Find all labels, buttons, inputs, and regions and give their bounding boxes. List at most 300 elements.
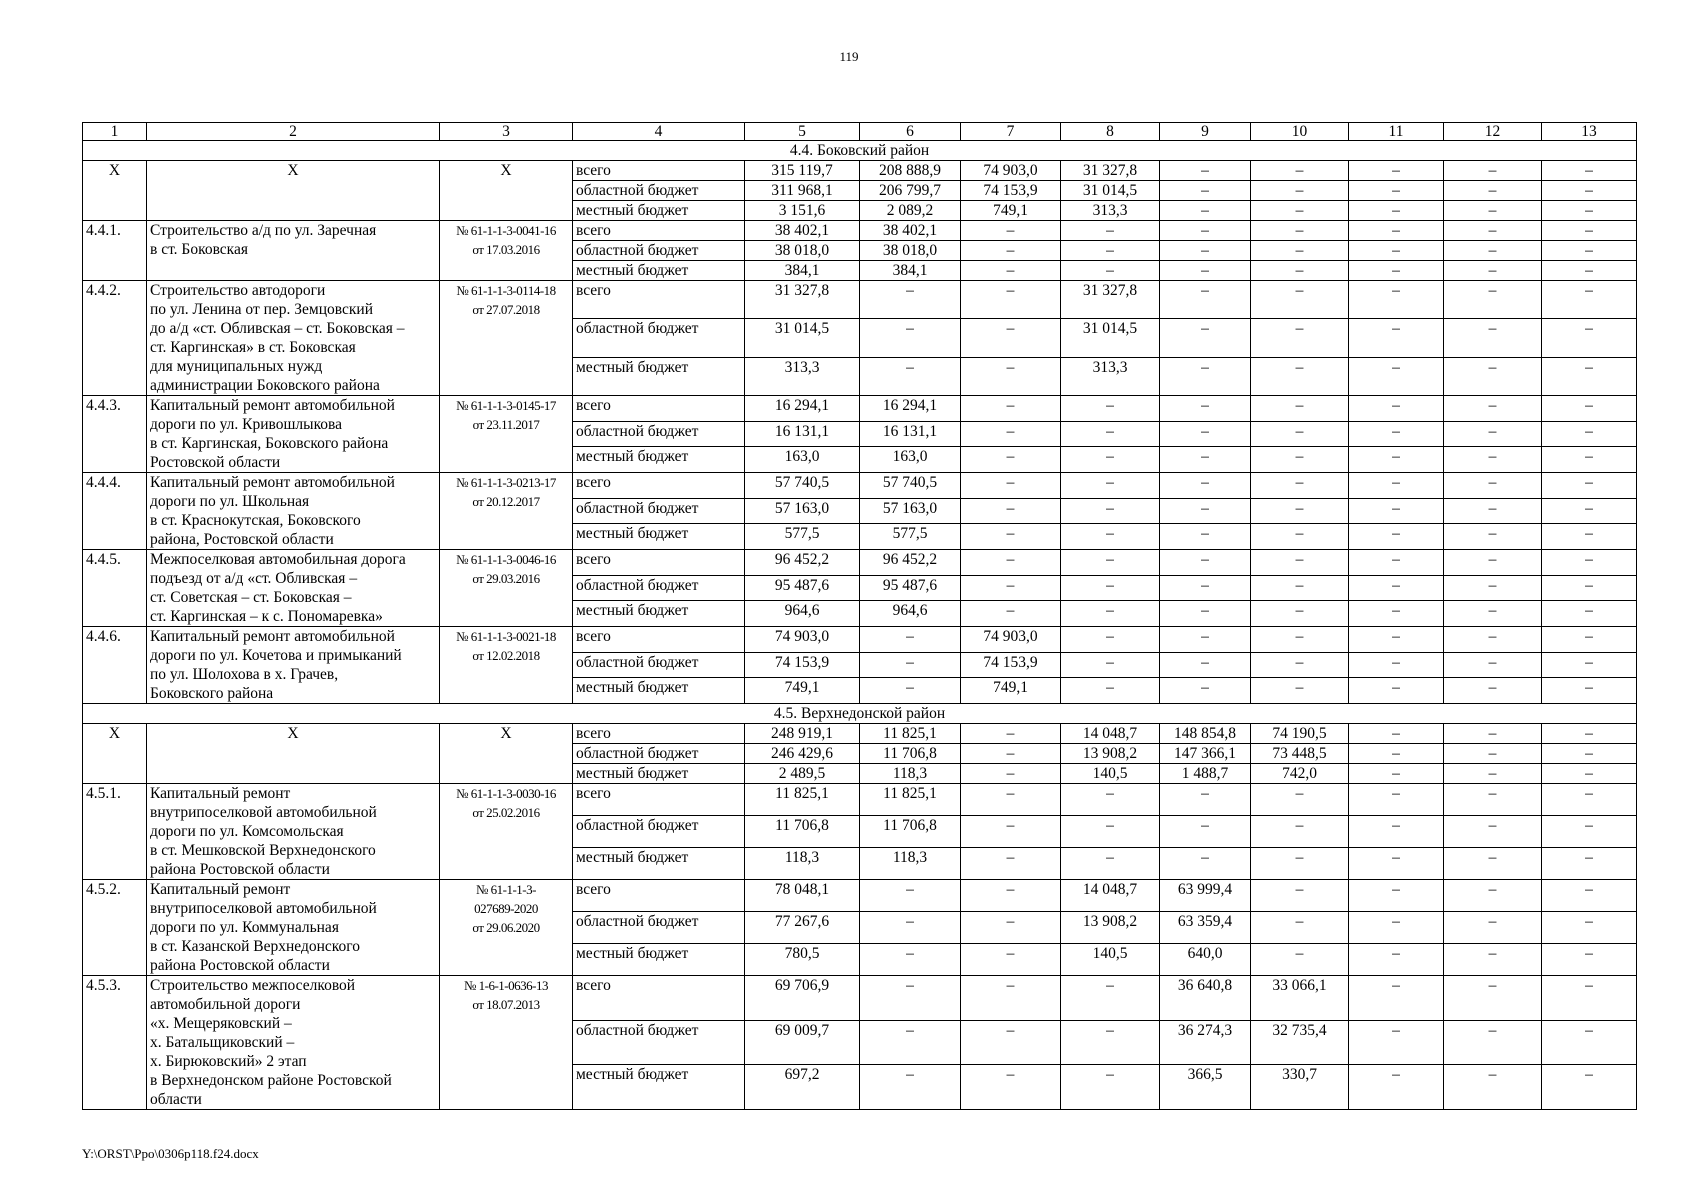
funding-source: местный бюджет: [573, 357, 745, 395]
amount-cell: 31 014,5: [1061, 319, 1160, 357]
amount-cell: 38 018,0: [745, 241, 860, 261]
amount-cell: –: [1160, 396, 1251, 422]
amount-cell: –: [1542, 550, 1637, 576]
amount-cell: 749,1: [961, 678, 1061, 704]
column-number: 11: [1349, 123, 1444, 141]
table-row: [83, 550, 1637, 576]
amount-cell: –: [1061, 524, 1160, 550]
object-name: [147, 627, 440, 704]
amount-cell: –: [1160, 678, 1251, 704]
amount-cell: 74 153,9: [961, 181, 1061, 201]
amount-cell: –: [1444, 281, 1542, 319]
cell-line: внутрипоселковой автомобильной: [150, 804, 377, 821]
amount-cell: –: [961, 550, 1061, 576]
cell-line: от 18.07.2013: [472, 997, 540, 1012]
cell-line: района, Ростовской области: [150, 531, 334, 548]
amount-cell: –: [1061, 575, 1160, 601]
table-row: [83, 627, 1637, 653]
amount-cell: –: [1349, 281, 1444, 319]
amount-cell: –: [961, 281, 1061, 319]
amount-cell: –: [1061, 473, 1160, 499]
cell-line: подъезд от а/д «ст. Обливская –: [150, 570, 358, 587]
contract-number: [440, 880, 573, 976]
cell-line: администрации Боковского района: [150, 377, 380, 394]
cell-line: от 23.11.2017: [472, 417, 540, 432]
amount-cell: –: [1349, 498, 1444, 524]
column-number: 12: [1444, 123, 1542, 141]
amount-cell: –: [1160, 421, 1251, 447]
amount-cell: –: [1061, 784, 1160, 816]
amount-cell: –: [1160, 601, 1251, 627]
amount-cell: –: [961, 1020, 1061, 1065]
object-name: [147, 473, 440, 550]
cell-line: района Ростовской области: [150, 957, 330, 974]
cell-line: в Верхнедонском районе Ростовской: [150, 1072, 392, 1089]
funding-source: всего: [573, 161, 745, 181]
amount-cell: –: [1542, 396, 1637, 422]
amount-cell: 78 048,1: [745, 880, 860, 912]
item-number: 4.5.2.: [83, 880, 147, 976]
column-number: 2: [147, 123, 440, 141]
cell-line: Боковского района: [150, 685, 274, 702]
amount-cell: –: [1251, 944, 1349, 976]
amount-cell: –: [1251, 319, 1349, 357]
funding-source: областной бюджет: [573, 575, 745, 601]
amount-cell: 38 402,1: [860, 221, 961, 241]
contract-number: [440, 221, 573, 281]
amount-cell: –: [1251, 912, 1349, 944]
amount-cell: –: [1061, 498, 1160, 524]
amount-cell: –: [1444, 524, 1542, 550]
amount-cell: –: [1542, 241, 1637, 261]
contract-number: [440, 976, 573, 1110]
amount-cell: 38 402,1: [745, 221, 860, 241]
amount-cell: –: [1444, 1065, 1542, 1110]
amount-cell: –: [1061, 976, 1160, 1021]
amount-cell: –: [1444, 601, 1542, 627]
funding-source: местный бюджет: [573, 261, 745, 281]
cell-line: дороги по ул. Школьная: [150, 493, 310, 510]
contract-number: [440, 161, 573, 221]
amount-cell: 16 294,1: [860, 396, 961, 422]
amount-cell: 69 706,9: [745, 976, 860, 1021]
amount-cell: –: [1349, 678, 1444, 704]
object-name: [147, 880, 440, 976]
amount-cell: –: [1160, 550, 1251, 576]
amount-cell: –: [1251, 396, 1349, 422]
amount-cell: –: [1349, 976, 1444, 1021]
amount-cell: –: [1542, 473, 1637, 499]
funding-source: местный бюджет: [573, 1065, 745, 1110]
amount-cell: –: [1444, 261, 1542, 281]
table-row: [83, 724, 1637, 744]
amount-cell: 11 706,8: [860, 744, 961, 764]
amount-cell: 315 119,7: [745, 161, 860, 181]
funding-source: областной бюджет: [573, 744, 745, 764]
amount-cell: 74 903,0: [745, 627, 860, 653]
amount-cell: 140,5: [1061, 944, 1160, 976]
cell-line: № 61-1-1-3-0114-18: [456, 283, 556, 298]
object-name: [147, 976, 440, 1110]
amount-cell: –: [1444, 181, 1542, 201]
cell-line: дороги по ул. Коммунальная: [150, 919, 339, 936]
funding-source: всего: [573, 976, 745, 1021]
amount-cell: –: [1160, 221, 1251, 241]
funding-source: местный бюджет: [573, 848, 745, 880]
column-number: 9: [1160, 123, 1251, 141]
contract-number: [440, 627, 573, 704]
amount-cell: –: [1542, 627, 1637, 653]
amount-cell: –: [860, 1020, 961, 1065]
amount-cell: –: [1542, 261, 1637, 281]
amount-cell: –: [961, 396, 1061, 422]
amount-cell: 96 452,2: [745, 550, 860, 576]
amount-cell: –: [1251, 447, 1349, 473]
item-number: 4.4.3.: [83, 396, 147, 473]
amount-cell: –: [1349, 473, 1444, 499]
amount-cell: –: [1251, 575, 1349, 601]
object-name: [147, 784, 440, 880]
amount-cell: –: [1160, 181, 1251, 201]
cell-line: № 61-1-1-3-0213-17: [456, 475, 556, 490]
amount-cell: 313,3: [1061, 357, 1160, 395]
amount-cell: 577,5: [745, 524, 860, 550]
amount-cell: 118,3: [745, 848, 860, 880]
funding-source: местный бюджет: [573, 601, 745, 627]
amount-cell: 33 066,1: [1251, 976, 1349, 1021]
amount-cell: –: [1542, 912, 1637, 944]
amount-cell: 31 014,5: [1061, 181, 1160, 201]
amount-cell: –: [1349, 784, 1444, 816]
amount-cell: –: [1251, 498, 1349, 524]
object-name: [147, 550, 440, 627]
amount-cell: –: [1061, 678, 1160, 704]
amount-cell: –: [1160, 241, 1251, 261]
amount-cell: 31 014,5: [745, 319, 860, 357]
amount-cell: –: [1349, 944, 1444, 976]
amount-cell: –: [961, 524, 1061, 550]
cell-line: от 20.12.2017: [472, 494, 540, 509]
amount-cell: –: [1349, 764, 1444, 784]
amount-cell: –: [1160, 281, 1251, 319]
amount-cell: –: [1542, 744, 1637, 764]
funding-source: областной бюджет: [573, 181, 745, 201]
amount-cell: –: [1542, 764, 1637, 784]
amount-cell: –: [1061, 627, 1160, 653]
amount-cell: –: [1061, 652, 1160, 678]
amount-cell: –: [1251, 201, 1349, 221]
amount-cell: –: [1444, 784, 1542, 816]
amount-cell: –: [1061, 261, 1160, 281]
amount-cell: –: [961, 261, 1061, 281]
amount-cell: –: [1251, 357, 1349, 395]
amount-cell: –: [1061, 848, 1160, 880]
cell-line: от 27.07.2018: [472, 302, 540, 317]
amount-cell: 16 131,1: [860, 421, 961, 447]
amount-cell: –: [1349, 1065, 1444, 1110]
amount-cell: –: [1542, 724, 1637, 744]
cell-line: в ст. Краснокутская, Боковского: [150, 512, 361, 529]
cell-line: № 61-1-1-3-: [476, 882, 536, 897]
amount-cell: 74 903,0: [961, 627, 1061, 653]
amount-cell: 964,6: [860, 601, 961, 627]
amount-cell: –: [1444, 550, 1542, 576]
amount-cell: 63 359,4: [1160, 912, 1251, 944]
amount-cell: 163,0: [745, 447, 860, 473]
amount-cell: –: [1349, 848, 1444, 880]
amount-cell: –: [1444, 201, 1542, 221]
amount-cell: –: [1349, 912, 1444, 944]
amount-cell: 95 487,6: [745, 575, 860, 601]
cell-line: № 61-1-1-3-0145-17: [456, 398, 556, 413]
amount-cell: –: [1542, 319, 1637, 357]
amount-cell: 366,5: [1160, 1065, 1251, 1110]
amount-cell: –: [961, 912, 1061, 944]
amount-cell: 31 327,8: [1061, 281, 1160, 319]
cell-line: автомобильной дороги: [150, 996, 301, 1013]
table-row: [83, 221, 1637, 241]
funding-source: всего: [573, 880, 745, 912]
amount-cell: –: [1444, 976, 1542, 1021]
amount-cell: –: [1160, 261, 1251, 281]
amount-cell: –: [961, 816, 1061, 848]
funding-source: местный бюджет: [573, 764, 745, 784]
amount-cell: –: [1160, 848, 1251, 880]
amount-cell: –: [1542, 976, 1637, 1021]
funding-source: всего: [573, 724, 745, 744]
cell-line: Х: [500, 162, 512, 179]
amount-cell: –: [1160, 447, 1251, 473]
amount-cell: –: [1444, 1020, 1542, 1065]
column-number: 10: [1251, 123, 1349, 141]
amount-cell: –: [860, 357, 961, 395]
amount-cell: –: [1542, 181, 1637, 201]
cell-line: «х. Мещеряковский –: [150, 1015, 292, 1032]
item-number: 4.4.5.: [83, 550, 147, 627]
cell-line: Капитальный ремонт автомобильной: [150, 474, 395, 491]
amount-cell: –: [1160, 357, 1251, 395]
amount-cell: –: [1542, 652, 1637, 678]
amount-cell: –: [860, 912, 961, 944]
amount-cell: –: [1251, 524, 1349, 550]
amount-cell: –: [1251, 678, 1349, 704]
amount-cell: –: [1542, 221, 1637, 241]
cell-line: № 1-6-1-0636-13: [464, 978, 548, 993]
amount-cell: –: [1542, 357, 1637, 395]
amount-cell: 330,7: [1251, 1065, 1349, 1110]
amount-cell: 31 327,8: [745, 281, 860, 319]
amount-cell: –: [1061, 1065, 1160, 1110]
item-number: 4.4.6.: [83, 627, 147, 704]
amount-cell: 63 999,4: [1160, 880, 1251, 912]
column-number-row: [83, 123, 1637, 141]
amount-cell: –: [860, 678, 961, 704]
amount-cell: 246 429,6: [745, 744, 860, 764]
amount-cell: –: [1542, 678, 1637, 704]
funding-source: областной бюджет: [573, 421, 745, 447]
amount-cell: 38 018,0: [860, 241, 961, 261]
amount-cell: –: [1160, 652, 1251, 678]
amount-cell: –: [1542, 816, 1637, 848]
cell-line: Межпоселковая автомобильная дорога: [150, 551, 406, 568]
amount-cell: –: [961, 1065, 1061, 1110]
amount-cell: –: [961, 601, 1061, 627]
amount-cell: –: [1542, 281, 1637, 319]
amount-cell: 57 740,5: [860, 473, 961, 499]
amount-cell: –: [1160, 784, 1251, 816]
amount-cell: 57 740,5: [745, 473, 860, 499]
contract-number: [440, 550, 573, 627]
object-name: [147, 221, 440, 281]
table-row: [83, 976, 1637, 1021]
amount-cell: –: [1251, 221, 1349, 241]
section-header-row: [83, 704, 1637, 724]
amount-cell: –: [1251, 281, 1349, 319]
amount-cell: –: [1444, 880, 1542, 912]
funding-source: областной бюджет: [573, 912, 745, 944]
cell-line: Капитальный ремонт: [150, 881, 291, 898]
amount-cell: –: [1160, 575, 1251, 601]
amount-cell: 95 487,6: [860, 575, 961, 601]
amount-cell: –: [1251, 550, 1349, 576]
amount-cell: –: [1349, 524, 1444, 550]
amount-cell: –: [1444, 944, 1542, 976]
item-number: 4.5.3.: [83, 976, 147, 1110]
amount-cell: 384,1: [860, 261, 961, 281]
cell-line: Строительство межпоселковой: [150, 977, 356, 994]
amount-cell: –: [1349, 550, 1444, 576]
amount-cell: –: [1444, 221, 1542, 241]
amount-cell: –: [1160, 473, 1251, 499]
cell-line: дороги по ул. Кочетова и примыканий: [150, 647, 402, 664]
amount-cell: 780,5: [745, 944, 860, 976]
amount-cell: –: [1349, 201, 1444, 221]
cell-line: № 61-1-1-3-0030-16: [456, 786, 556, 801]
amount-cell: –: [1444, 848, 1542, 880]
amount-cell: –: [860, 319, 961, 357]
amount-cell: –: [961, 221, 1061, 241]
item-number: 4.4.4.: [83, 473, 147, 550]
amount-cell: –: [1444, 764, 1542, 784]
amount-cell: –: [1349, 421, 1444, 447]
funding-source: местный бюджет: [573, 944, 745, 976]
amount-cell: 313,3: [1061, 201, 1160, 221]
amount-cell: –: [1160, 201, 1251, 221]
amount-cell: 749,1: [745, 678, 860, 704]
amount-cell: –: [1160, 319, 1251, 357]
amount-cell: –: [1349, 880, 1444, 912]
table-body: [83, 123, 1637, 1110]
amount-cell: –: [1061, 447, 1160, 473]
amount-cell: 77 267,6: [745, 912, 860, 944]
table-row: [83, 784, 1637, 816]
amount-cell: –: [1061, 241, 1160, 261]
amount-cell: –: [1444, 744, 1542, 764]
cell-line: Капитальный ремонт: [150, 785, 291, 802]
cell-line: области: [150, 1091, 202, 1108]
contract-number: [440, 784, 573, 880]
table-row: [83, 281, 1637, 319]
column-number: 13: [1542, 123, 1637, 141]
amount-cell: –: [1061, 421, 1160, 447]
column-number: 3: [440, 123, 573, 141]
amount-cell: –: [1251, 784, 1349, 816]
amount-cell: –: [961, 744, 1061, 764]
amount-cell: –: [1251, 473, 1349, 499]
object-name: [147, 396, 440, 473]
item-number: 4.4.2.: [83, 281, 147, 396]
funding-source: областной бюджет: [573, 816, 745, 848]
amount-cell: 311 968,1: [745, 181, 860, 201]
object-name: [147, 161, 440, 221]
amount-cell: 697,2: [745, 1065, 860, 1110]
amount-cell: –: [1160, 498, 1251, 524]
amount-cell: 57 163,0: [860, 498, 961, 524]
amount-cell: –: [1251, 816, 1349, 848]
amount-cell: –: [1349, 241, 1444, 261]
funding-source: областной бюджет: [573, 652, 745, 678]
amount-cell: –: [1251, 601, 1349, 627]
amount-cell: –: [1251, 848, 1349, 880]
amount-cell: 163,0: [860, 447, 961, 473]
cell-line: от 29.06.2020: [472, 920, 540, 935]
cell-line: ст. Советская – ст. Боковская –: [150, 589, 352, 606]
amount-cell: –: [1349, 816, 1444, 848]
funding-source: всего: [573, 627, 745, 653]
table-row: [83, 161, 1637, 181]
amount-cell: –: [1349, 319, 1444, 357]
amount-cell: 248 919,1: [745, 724, 860, 744]
amount-cell: –: [1444, 652, 1542, 678]
amount-cell: 208 888,9: [860, 161, 961, 181]
amount-cell: –: [1444, 161, 1542, 181]
amount-cell: –: [1444, 816, 1542, 848]
amount-cell: 118,3: [860, 848, 961, 880]
amount-cell: –: [1349, 627, 1444, 653]
amount-cell: –: [860, 880, 961, 912]
amount-cell: –: [1349, 744, 1444, 764]
page-number: 119: [839, 49, 859, 64]
amount-cell: 148 854,8: [1160, 724, 1251, 744]
amount-cell: –: [961, 575, 1061, 601]
amount-cell: –: [961, 724, 1061, 744]
amount-cell: 96 452,2: [860, 550, 961, 576]
contract-number: [440, 724, 573, 784]
amount-cell: 13 908,2: [1061, 744, 1160, 764]
cell-line: для муниципальных нужд: [150, 358, 323, 375]
amount-cell: –: [961, 498, 1061, 524]
amount-cell: –: [1160, 627, 1251, 653]
cell-line: дороги по ул. Комсомольская: [150, 823, 344, 840]
amount-cell: 32 735,4: [1251, 1020, 1349, 1065]
amount-cell: 74 190,5: [1251, 724, 1349, 744]
amount-cell: –: [1349, 601, 1444, 627]
amount-cell: –: [1542, 161, 1637, 181]
amount-cell: –: [860, 944, 961, 976]
amount-cell: –: [1542, 880, 1637, 912]
amount-cell: –: [1349, 161, 1444, 181]
table-row: [83, 473, 1637, 499]
amount-cell: –: [1444, 357, 1542, 395]
amount-cell: –: [1349, 1020, 1444, 1065]
amount-cell: 11 825,1: [860, 784, 961, 816]
amount-cell: –: [1349, 357, 1444, 395]
amount-cell: 11 706,8: [745, 816, 860, 848]
amount-cell: –: [1251, 261, 1349, 281]
amount-cell: –: [1349, 221, 1444, 241]
cell-line: Строительство автодороги: [150, 282, 326, 299]
amount-cell: 74 153,9: [745, 652, 860, 678]
